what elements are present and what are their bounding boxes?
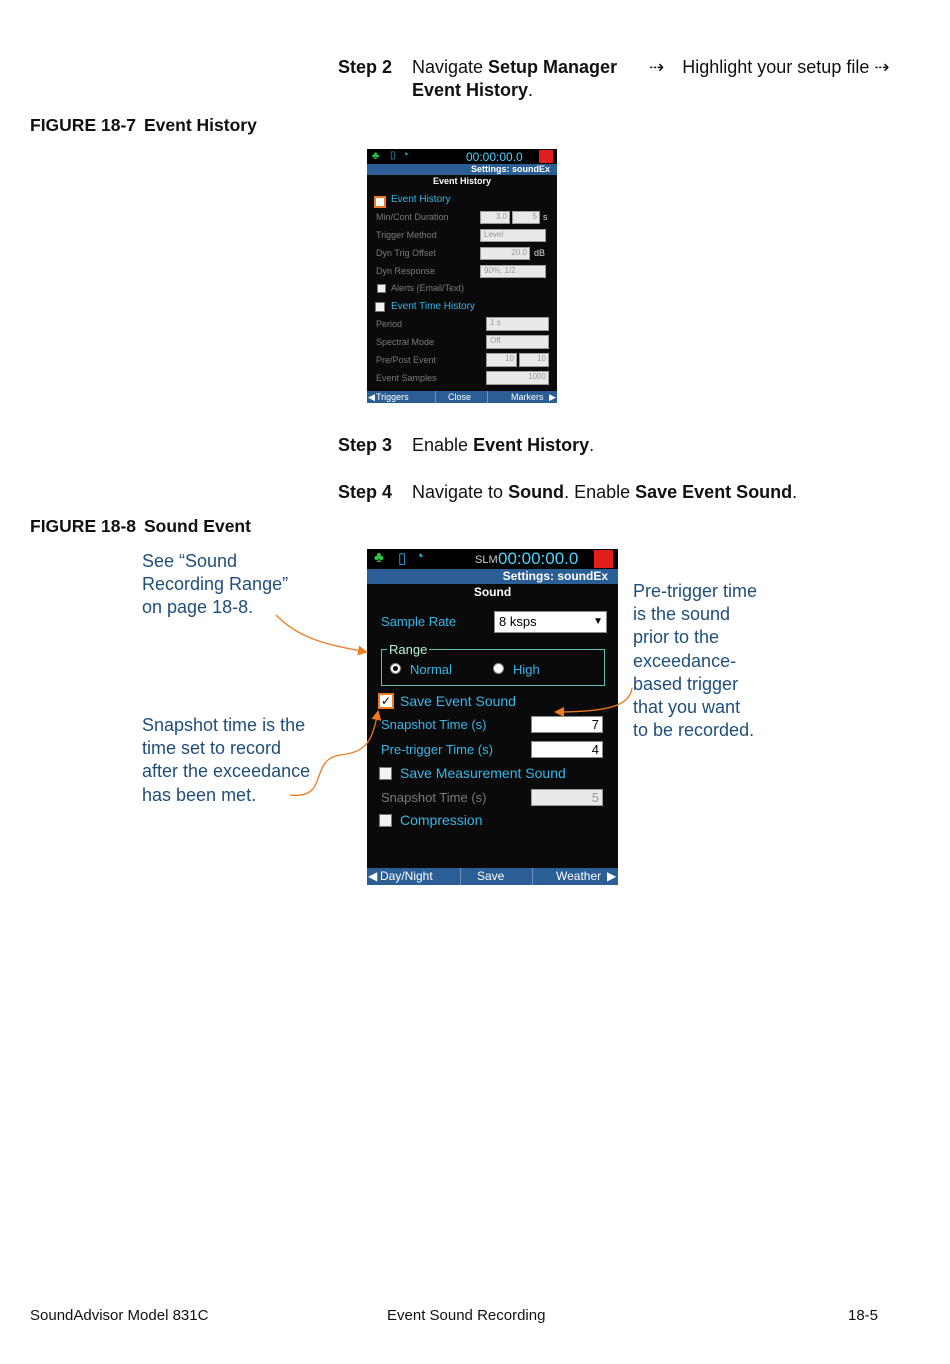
figure-label: FIGURE 18-7: [30, 115, 136, 135]
chevron-down-icon: ▼: [593, 616, 603, 627]
figure-label: FIGURE 18-8: [30, 516, 136, 536]
min-cont-duration-label: Min/Cont Duration: [376, 212, 449, 222]
step-number: Step 4: [338, 482, 393, 502]
sample-rate-label: Sample Rate: [381, 614, 457, 629]
step-4-end: .: [792, 482, 798, 502]
event-samples-label: Event Samples: [376, 373, 437, 383]
pre-post-event-label: Pre/Post Event: [376, 355, 437, 365]
slm-mode-label: SLM: [475, 554, 498, 566]
alerts-label: Alerts (Email/Text): [391, 283, 465, 293]
spectral-mode-label: Spectral Mode: [376, 337, 435, 347]
step-3-end: .: [589, 435, 595, 455]
snapshot-time-2-label: Snapshot Time (s): [381, 790, 487, 805]
callout-line: prior to the: [633, 627, 720, 648]
step-3-pre: Enable: [412, 435, 474, 455]
arrow-to-range: [276, 615, 366, 652]
figure-title: Event History: [144, 115, 257, 135]
softkey-close[interactable]: Close: [448, 392, 472, 402]
select-value: 90%, 1/2: [484, 266, 516, 275]
callout-line: Pre-trigger time: [633, 581, 758, 601]
save-measurement-sound-label: Save Measurement Sound: [400, 765, 566, 781]
compression-label: Compression: [400, 812, 483, 828]
softkey-triggers[interactable]: Triggers: [376, 392, 409, 402]
dyn-trig-offset-field[interactable]: 20.0: [480, 247, 530, 260]
callout-line: Recording Range”: [142, 574, 289, 595]
elapsed-time: 00:00:00.0: [466, 150, 523, 164]
softkey-markers[interactable]: Markers: [511, 392, 544, 402]
pre-event-field[interactable]: 10: [486, 353, 517, 367]
unit-label: dB: [534, 248, 546, 258]
step-2-bold2: Event History: [412, 80, 529, 100]
plug-icon: ♣: [374, 549, 384, 566]
usb-icon: ▯: [398, 550, 407, 567]
step-4-bold1: Sound: [508, 482, 565, 502]
callout-line: based trigger: [633, 673, 739, 694]
callout-line: See “Sound: [142, 551, 238, 571]
callout-line: time set to record: [142, 738, 282, 759]
callout-line: that you want: [633, 697, 741, 718]
softkey-weather[interactable]: Weather: [556, 869, 602, 883]
select-value: Level: [484, 230, 504, 239]
wifi-icon: ◔: [415, 549, 425, 565]
post-event-field[interactable]: 10: [519, 353, 549, 367]
event-samples-field[interactable]: 1000: [486, 371, 549, 385]
dyn-response-label: Dyn Response: [376, 266, 436, 276]
footer-chapter: Event Sound Recording: [387, 1307, 546, 1324]
figure-title: Sound Event: [144, 516, 251, 536]
snapshot-time-field[interactable]: 7: [531, 716, 603, 733]
save-event-sound-checkbox[interactable]: ✓: [378, 693, 394, 709]
step-2-mid: Highlight your setup file: [682, 57, 870, 77]
callout-line: exceedance-: [633, 650, 737, 671]
select-value: 1 s: [490, 318, 501, 327]
softkey-save[interactable]: Save: [477, 869, 505, 883]
unit-label: s: [543, 212, 548, 222]
right-arrow-icon: ▶: [607, 869, 617, 883]
elapsed-time: 00:00:00.0: [498, 549, 579, 568]
callout-line: after the exceedance: [142, 761, 311, 782]
settings-header: Settings: soundEx: [367, 569, 618, 584]
step-2-pre: Navigate: [412, 57, 489, 77]
event-history-label: Event History: [391, 194, 451, 205]
step-4-mid: . Enable: [564, 482, 636, 502]
plug-icon: ♣: [372, 150, 380, 162]
callout-line: has been met.: [142, 784, 257, 805]
left-arrow-icon: ◀: [368, 869, 378, 883]
callout-line: is the sound: [633, 604, 731, 625]
softkey-day-night[interactable]: Day/Night: [380, 869, 433, 883]
callout-line: to be recorded.: [633, 720, 755, 741]
footer-page-number: 18-5: [848, 1307, 879, 1324]
trigger-method-label: Trigger Method: [376, 230, 437, 240]
step-number: Step 2: [338, 57, 393, 77]
arrow-to-pretrigger: [556, 688, 632, 712]
settings-header: Settings: soundEx: [367, 164, 557, 175]
wifi-icon: ◔: [402, 149, 409, 161]
step-2-bold1: Setup Manager: [488, 57, 618, 77]
dyn-trig-offset-label: Dyn Trig Offset: [376, 248, 436, 258]
arrow-right-icon: ⇢: [649, 57, 665, 77]
save-event-sound-label: Save Event Sound: [400, 693, 516, 709]
step-4-pre: Navigate to: [412, 482, 509, 502]
select-value: 8 ksps: [499, 614, 537, 629]
footer-product: SoundAdvisor Model 831C: [30, 1307, 209, 1324]
high-label: High: [513, 662, 540, 677]
screen-title: Sound: [473, 585, 512, 599]
period-label: Period: [376, 319, 403, 329]
right-arrow-icon: ▶: [549, 392, 556, 402]
cont-duration-field[interactable]: 5: [512, 211, 540, 224]
callout-line: Snapshot time is the: [142, 715, 306, 735]
callout-line: on page 18-8.: [142, 597, 254, 618]
step-2-end: .: [528, 80, 534, 100]
arrow-to-snapshot: [290, 712, 378, 795]
arrow-right-icon: ⇢: [874, 57, 890, 77]
screen-title: Event History: [432, 176, 492, 186]
usb-icon: ▯: [390, 150, 396, 161]
select-value: Off: [490, 336, 501, 345]
event-time-history-label: Event Time History: [391, 301, 475, 312]
snapshot-time-2-field[interactable]: 5: [531, 789, 603, 806]
step-3-bold: Event History: [473, 435, 590, 455]
snapshot-time-label: Snapshot Time (s): [381, 717, 487, 732]
left-arrow-icon: ◀: [368, 392, 375, 402]
pretrigger-time-field[interactable]: 4: [531, 741, 603, 758]
step-4-bold2: Save Event Sound: [635, 482, 793, 502]
pretrigger-time-label: Pre-trigger Time (s): [381, 742, 493, 757]
normal-label: Normal: [410, 662, 452, 677]
step-number: Step 3: [338, 435, 393, 455]
range-label: Range: [389, 642, 428, 657]
min-duration-field[interactable]: 3.0: [480, 211, 510, 224]
